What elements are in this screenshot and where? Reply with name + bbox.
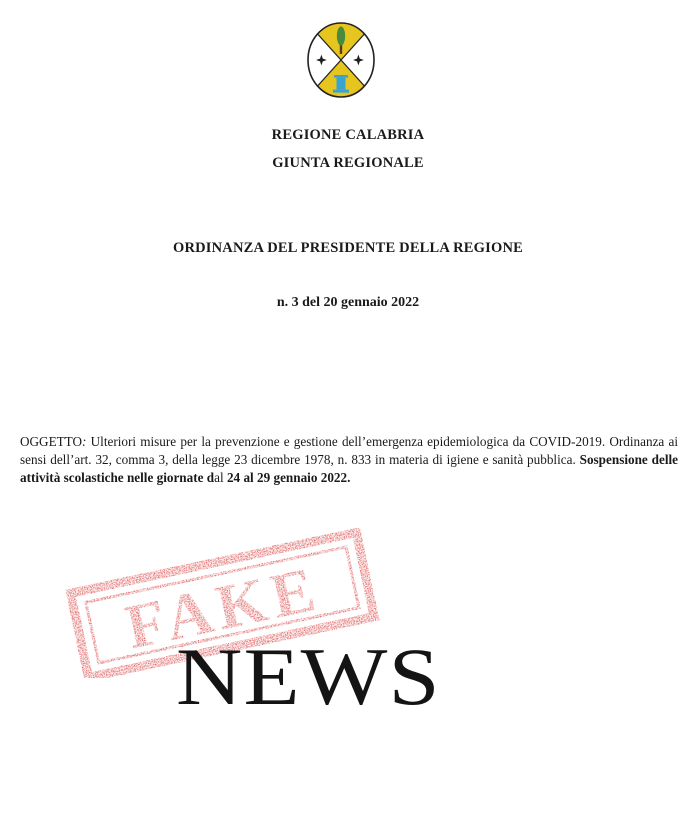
subject-colon: : <box>82 434 87 449</box>
subject-label: OGGETTO <box>20 434 83 449</box>
subject-bold-text: Sospensione delle attività scolastiche nelle giornate d <box>20 452 678 485</box>
subject-mixed-text: al <box>214 470 224 485</box>
regione-calabria-emblem-icon <box>305 20 377 100</box>
subject-paragraph <box>20 433 678 487</box>
news-overlay-text: NEWS <box>176 631 441 722</box>
council-heading: GIUNTA REGIONALE <box>272 155 424 171</box>
document-number: n. 3 del 20 gennaio 2022 <box>276 295 420 310</box>
subject-bold-tail: 24 al 29 gennaio 2022. <box>223 470 351 485</box>
region-heading: REGIONE CALABRIA <box>271 127 425 143</box>
stamp-text: FAKE <box>119 552 327 663</box>
document-title: ORDINANZA DEL PRESIDENTE DELLA REGIONE <box>172 240 524 256</box>
subject-text: Ulteriori misure per la prevenzione e gestione dell’emergenza epidemiologica da COVID-2019. Ordinanza ai sensi dell’art. 32, comma 3, della legge 23 dicembre 1978, n. 833 in materia di igiene e sanità pubblica. <box>20 434 678 467</box>
